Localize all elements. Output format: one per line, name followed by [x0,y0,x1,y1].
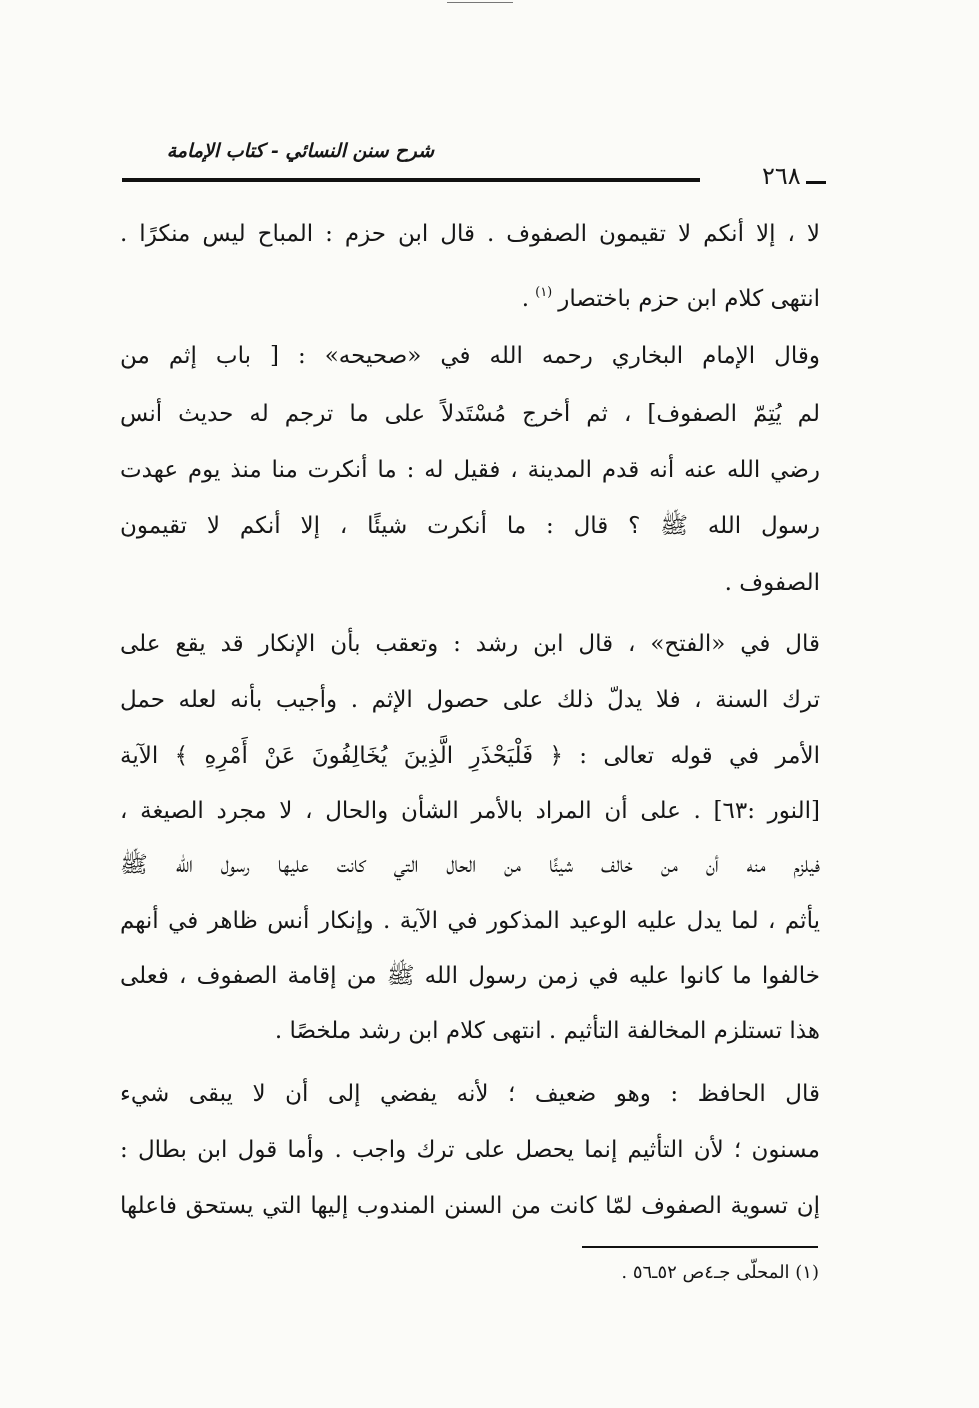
text-line: رضي الله عنه أنه قدم المدينة ، فقيل له : ما أنكرت منا منذ يوم عهدت [120,457,820,483]
footnote-rule [582,1246,818,1248]
text-line: خالفوا ما كانوا عليه في زمن رسول الله ﷺ من إقامة الصفوف ، فعلى [120,963,820,989]
top-rule [447,2,513,3]
text-line: فيلزم منه أن من خالف شيئًا من الحال التي كانت عليها رسول الله ﷺ [120,852,820,878]
text-line-end: . [521,286,530,312]
text-line: لا ، إلا أنكم لا تقيمون الصفوف . قال ابن حزم : المباح ليس منكرًا . [120,221,820,247]
footnote-ref-marker: (١) [535,285,553,300]
text-line: ترك السنة ، فلا يدلّ ذلك على حصول الإثم . وأجيب بأنه لعله حمل [120,687,820,713]
text-line: رسول الله ﷺ ؟ قال : ما أنكرت شيئًا ، إلا أنكم لا تقيمون [120,513,820,539]
text-line [120,277,820,315]
text-line: قال في «الفتح» ، قال ابن رشد : وتعقب بأن الإنكار قد يقع على [120,631,820,657]
text-line: وقال الإمام البخاري رحمه الله في «صحيحه» : [ باب إثم من [120,343,820,369]
running-header-title: شرح سنن النسائي - كتاب الإمامة [166,140,434,162]
text-line: إن تسوية الصفوف لمّا كانت من السنن المندوب إليها التي يستحق فاعلها [120,1193,820,1219]
page-number: ٢٦٨ [762,162,801,190]
text-line: لم يُتِمّ الصفوف] ، ثم أخرج مُسْتَدلاً على ما ترجم له حديث أنس [120,401,820,427]
text-line: هذا تستلزم المخالفة التأثيم . انتهى كلام ابن رشد ملخصًا . [274,1018,820,1044]
text-line: يأثم ، لما يدل عليه الوعيد المذكور في الآية . وإنكار أنس ظاهر في أنهم [120,908,820,934]
text-line-content: انتهى كلام ابن حزم باختصار [558,286,820,312]
text-line: قال الحافظ : وهو ضعيف ؛ لأنه يفضي إلى أن لا يبقى شيء [120,1081,820,1107]
text-line: الأمر في قوله تعالى : ﴿ فَلْيَحْذَرِ الَّذِينَ يُخَالِفُونَ عَنْ أَمْرِهِ ﴾ الآية [120,743,820,769]
text-line: [النور :٦٣] . على أن المراد بالأمر الشأن والحال ، لا مجرد الصيغة ، [120,798,820,824]
page-number-dash [806,181,826,184]
header-rule [122,178,700,182]
text-line: الصفوف . [724,570,820,596]
footnote: (١) المحلّى جـ٤ص ٥٢ـ٥٦ . [621,1262,819,1283]
text-line: مسنون ؛ لأن التأثيم إنما يحصل على ترك واجب . وأما قول ابن بطال : [120,1137,820,1163]
